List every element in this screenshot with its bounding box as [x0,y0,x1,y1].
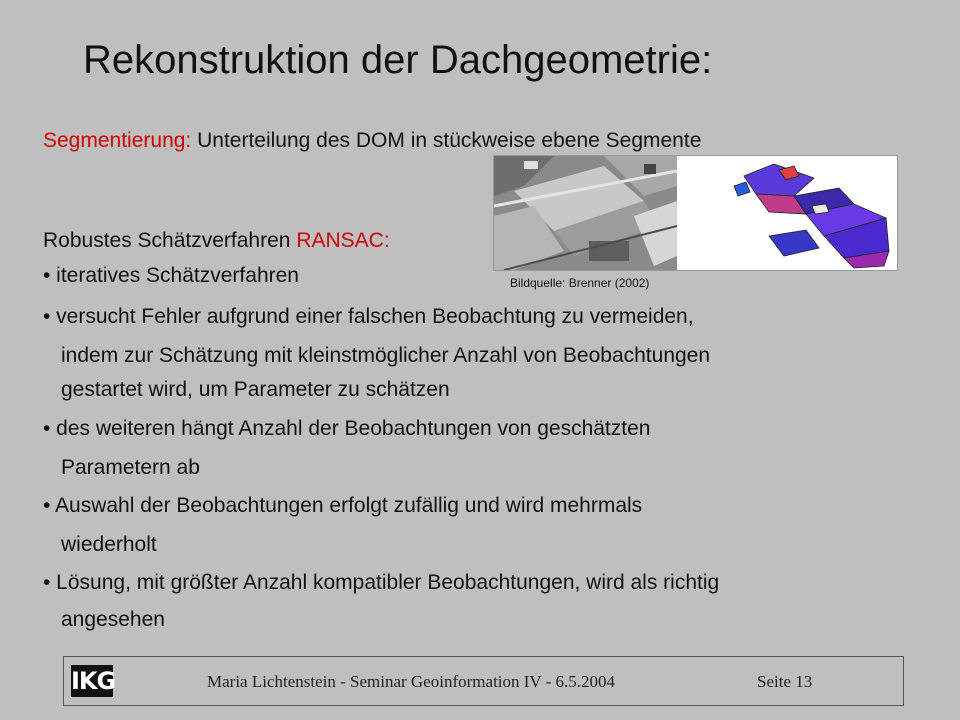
image-caption: Bildquelle: Brenner (2002) [510,276,650,290]
bullet-line-1: • iteratives Schätzverfahren [43,264,299,287]
aerial-photo [494,156,677,270]
segmented-roof-model [677,156,897,270]
bullet-line-4-cont: wiederholt [61,533,157,556]
ransac-line [43,228,390,254]
page-number: Seite 13 [757,672,813,691]
segmentierung-text: Unterteilung des DOM in stückweise ebene Segmente [191,129,702,152]
bullet-line-3-cont: Parametern ab [61,456,200,479]
bullet-line-2-cont-2: gestartet wird, um Parameter zu schätzen [61,378,450,401]
segmentierung-term: Segmentierung: [43,129,192,152]
roof-segmentation-figure [493,155,898,271]
ransac-text: Robustes Schätzverfahren [43,229,297,252]
slide-title: Rekonstruktion der Dachgeometrie: [83,38,713,82]
bullet-line-5-cont: angesehen [61,608,165,631]
aerial-and-segment-images [494,156,897,270]
bullet-line-2-cont-1: indem zur Schätzung mit kleinstmöglicher Anzahl von Beobachtungen [61,344,711,367]
segmentierung-line [43,128,701,154]
footer-bar [63,656,904,706]
ransac-term: RANSAC: [296,229,390,252]
bullet-line-5: • Lösung, mit größter Anzahl kompatibler Beobachtungen, wird als richtig [43,571,720,594]
bullet-line-4: • Auswahl der Beobachtungen erfolgt zufällig und wird mehrmals [43,494,643,517]
bullet-line-2: • versucht Fehler aufgrund einer falschen Beobachtung zu vermeiden, [43,305,694,328]
footer-text: Maria Lichtenstein - Seminar Geoinformation IV - 6.5.2004 [207,672,616,691]
ikg-logo: IKG [71,667,116,695]
bullet-line-3: • des weiteren hängt Anzahl der Beobachtungen von geschätzten [43,417,651,440]
